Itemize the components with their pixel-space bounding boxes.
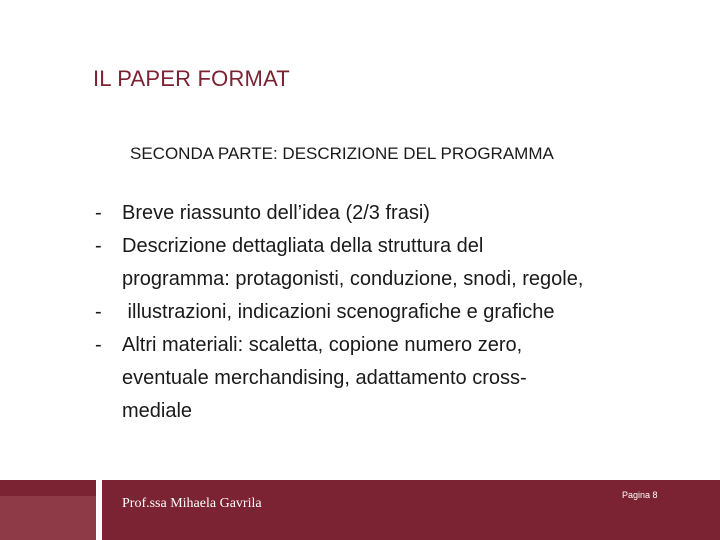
bullet-text: eventuale merchandising, adattamento cross- <box>122 367 527 389</box>
footer-divider <box>96 480 102 540</box>
bullet-dash: - <box>95 301 102 323</box>
bullet-continuation <box>0 400 720 424</box>
bullet-text: Descrizione dettagliata della struttura del <box>122 235 484 257</box>
footer-left-block <box>0 496 96 540</box>
bullet-item <box>0 301 720 325</box>
footer-bar <box>0 480 720 540</box>
bullet-dash: - <box>95 235 102 257</box>
bullet-continuation <box>0 367 720 391</box>
bullet-dash: - <box>95 202 102 224</box>
bullet-continuation <box>0 268 720 292</box>
bullet-item <box>0 235 720 259</box>
slide-subtitle: SECONDA PARTE: DESCRIZIONE DEL PROGRAMMA <box>130 144 554 163</box>
bullet-text: mediale <box>122 400 193 422</box>
slide-title: IL PAPER FORMAT <box>93 66 290 91</box>
bullet-text: illustrazioni, indicazioni scenografiche e grafiche <box>122 301 555 323</box>
bullet-list <box>0 202 720 422</box>
footer-author: Prof.ssa Mihaela Gavrila <box>122 496 262 511</box>
bullet-dash: - <box>95 334 102 356</box>
bullet-text: Breve riassunto dell’idea (2/3 frasi) <box>122 202 430 224</box>
bullet-item <box>0 334 720 358</box>
bullet-text: Altri materiali: scaletta, copione numero zero, <box>122 334 523 356</box>
page-number: Pagina 8 <box>622 490 658 500</box>
bullet-text: programma: protagonisti, conduzione, snodi, regole, <box>122 268 584 290</box>
bullet-item <box>0 202 720 226</box>
